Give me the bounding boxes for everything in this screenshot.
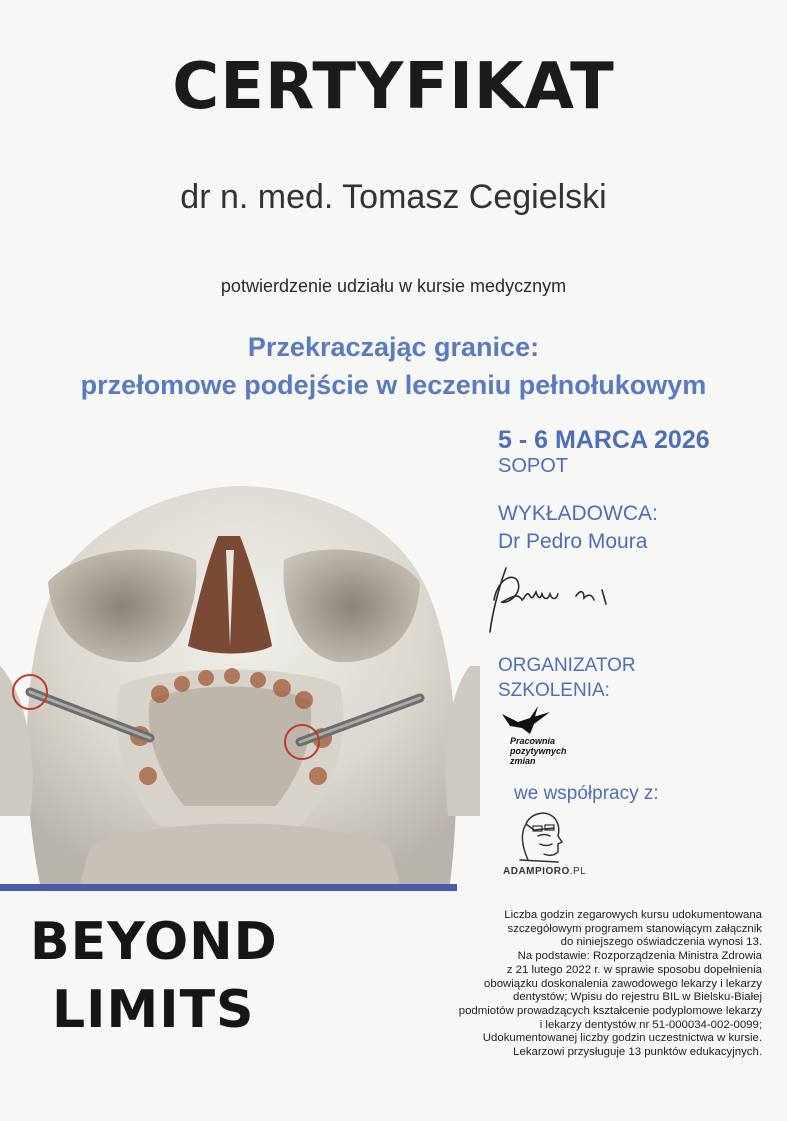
note-line: i lekarzy dentystów nr 51-000034-002-0099; [539, 1018, 762, 1031]
confirmation-text: potwierdzenie udziału w kursie medycznym [220, 276, 567, 296]
cooperation-label: we współpracy z: [514, 783, 659, 804]
course-title-line1: Przekraczając granice: [247, 332, 540, 362]
organizer-label-line1: ORGANIZATOR [498, 655, 636, 676]
face-sketch-logo-icon [514, 806, 566, 864]
course-title-line2: przełomowe podejście w leczeniu pełnołukowym [80, 370, 707, 400]
note-line: z 21 lutego 2022 r. w sprawie sposobu dopełnienia [506, 963, 762, 976]
slogan-line1: BEYOND [30, 912, 278, 972]
organizer-logo-line2: pozytywnych [510, 746, 567, 756]
divider-bar [0, 884, 457, 891]
organizer-label-line2: SZKOLENIA: [498, 680, 610, 701]
partner-logo [503, 866, 586, 877]
lecturer-name: Dr Pedro Moura [498, 530, 648, 553]
note-line: dentystów; Wpisu do rejestru BIL w Bielsku-Białej [512, 991, 762, 1004]
course-date: 5 - 6 MARCA 2026 [498, 426, 710, 454]
organizer-logo-line1: Pracownia [510, 736, 556, 746]
partner-logo-bold: ADAMPIORO [503, 866, 570, 877]
note-line: Lekarzowi przysługuje 13 punktów edukacyjnych. [513, 1046, 762, 1059]
note-line: obowiązku doskonalenia zawodowego lekarzy i lekarzy [484, 977, 762, 990]
lecturer-label: WYKŁADOWCA: [498, 502, 658, 525]
slogan-line2: LIMITS [52, 980, 255, 1040]
organizer-logo [510, 736, 567, 766]
skull-photo-icon [0, 486, 480, 886]
note-line: Liczba godzin zegarowych kursu udokumentowana [504, 909, 762, 921]
partner-logo-suffix: .PL [569, 866, 587, 877]
certificate-title: CERTYFIKAT [172, 50, 615, 124]
note-line: do niniejszego oświadczenia wynosi 13. [560, 936, 762, 949]
hummingbird-logo-icon [500, 704, 560, 740]
signature-icon [484, 560, 634, 640]
organizer-logo-line3: zmian [510, 756, 536, 766]
note-line: Na podstawie: Rozporządzenia Ministra Zdrowia [517, 950, 762, 963]
accreditation-note [398, 909, 762, 1060]
course-location: SOPOT [498, 455, 569, 477]
note-line: szczegółowym programem stanowiącym załącznik [507, 922, 762, 935]
recipient-name: dr n. med. Tomasz Cegielski [180, 178, 607, 216]
note-line: podmiotów prowadzących kształcenie podyplomowe lekarzy [458, 1004, 762, 1017]
note-line: Udokumentowanej liczby godzin uczestnictwa w kursie. [482, 1032, 762, 1045]
